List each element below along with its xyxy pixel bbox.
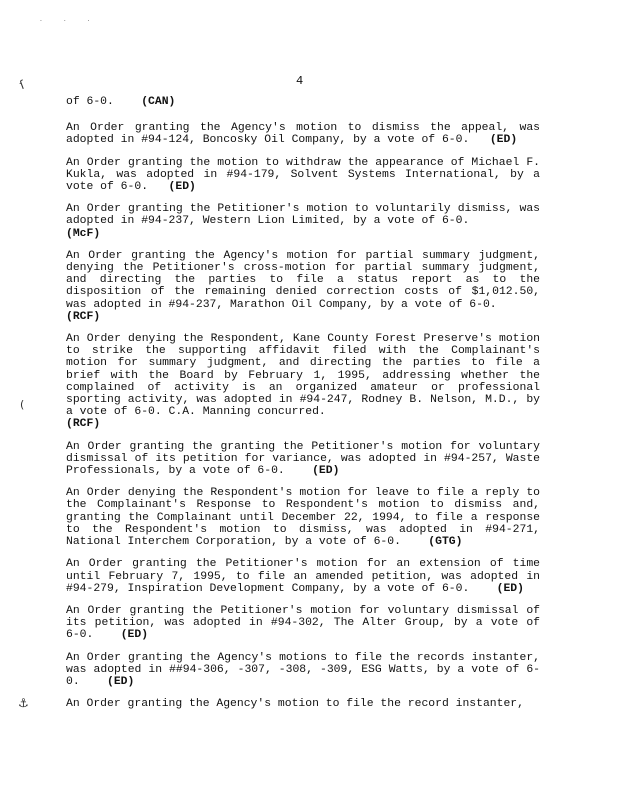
paragraph-initials: (ED) xyxy=(312,465,340,478)
paragraph-initials: (GTG) xyxy=(428,536,463,549)
paragraph-text: An Order denying the Respondent's motion for leave to file a reply to the Complainant's Response to Respondent's motion to dismiss and, granting the Complainant until December 22, 1994, to file a response to the Respondent's motion to dismiss, was adopted in #94-271, National Interchem Corporation, by a vote of 6-0. xyxy=(66,487,540,549)
scan-artifact-left-3: ⚓ xyxy=(18,696,29,710)
paragraph xyxy=(66,250,540,323)
scan-artifact-left-2: ( xyxy=(20,398,25,411)
paragraph-initials: (ED) xyxy=(168,181,196,194)
paragraph-text: An Order denying the Respondent, Kane County Forest Preserve's motion to strike the supporting affidavit filed with the Complainant's motion for summary judgment, and directing the parties to file a brief with the Board by February 1, 1995, addressing whether the complained of activity is an organized amateur or professional sporting activity, was adopted in #94-247, Rodney B. Nelson, M.D., by a vote of 6-0. C.A. Manning concurred. xyxy=(66,333,540,419)
paragraph xyxy=(66,558,540,595)
paragraph xyxy=(66,487,540,548)
paragraph-initials: (RCF) xyxy=(66,418,101,431)
paragraph-text: An Order granting the Agency's motion to dismiss the appeal, was adopted in #94-124, Boncosky Oil Company, by a vote of 6-0. xyxy=(66,122,540,147)
paragraph xyxy=(66,157,540,194)
paragraph-initials: (McF) xyxy=(66,227,101,240)
paragraph-initials: (ED) xyxy=(496,582,524,595)
paragraph xyxy=(66,605,540,642)
paragraph xyxy=(66,96,540,108)
paragraph-text: An Order granting the Agency's motion to file the record instanter, xyxy=(66,698,524,711)
paragraph-text: An Order granting the Agency's motion for partial summary judgment, denying the Petitioner's cross-motion for partial summary judgment, and directing the parties to file a status report as to the disposition of the remaining denied correction costs of $1,012.50, was adopted in #94-237, Marathon Oil Company, by a vote of 6-0. xyxy=(66,249,540,311)
paragraph-text: An Order granting the Agency's motions to file the records instanter, was adopted in ##94-306, -307, -308, -309, ESG Watts, by a vote of 6-0. xyxy=(66,651,540,688)
paragraph xyxy=(66,441,540,478)
paragraph-text: An Order granting the motion to withdraw the appearance of Michael F. Kukla, was adopted in #94-179, Solvent Systems International, by a vote of 6-0. xyxy=(66,156,540,194)
paragraph xyxy=(66,698,540,710)
paragraph-text: An Order granting the Petitioner's motion for voluntary dismissal of its petition, was adopted in #94-302, The Alter Group, by a vote of 6-0. xyxy=(66,604,540,642)
paragraph-initials: (RCF) xyxy=(66,310,101,323)
scan-artifact-top: · · · xyxy=(40,18,100,25)
paragraph-initials: (ED) xyxy=(489,134,518,147)
paragraph xyxy=(66,333,540,431)
paragraph xyxy=(66,122,540,146)
paragraph-text: An Order granting the Petitioner's motion to voluntarily dismiss, was adopted in #94-237, Western Lion Limited, by a vote of 6-0. xyxy=(66,203,540,228)
scan-artifact-left-1: ſ xyxy=(17,77,27,93)
document-body xyxy=(66,96,540,720)
paragraph xyxy=(66,652,540,689)
paragraph-text: of 6-0. xyxy=(66,96,114,108)
paragraph-text: An Order granting the granting the Petitioner's motion for voluntary dismissal of its petition for variance, was adopted in #94-257, Waste Professionals, by a vote of 6-0. xyxy=(66,440,540,478)
paragraph-initials: (CAN) xyxy=(141,96,176,108)
page-number: 4 xyxy=(296,74,304,88)
paragraph-text: An Order granting the Petitioner's motion for an extension of time until February 7, 1995, to file an amended petition, was adopted in #94-279, Inspiration Development Company, by a vote of 6-0. xyxy=(66,558,540,595)
paragraph-initials: (ED) xyxy=(107,675,135,688)
paragraph xyxy=(66,203,540,240)
paragraph-initials: (ED) xyxy=(120,629,149,642)
